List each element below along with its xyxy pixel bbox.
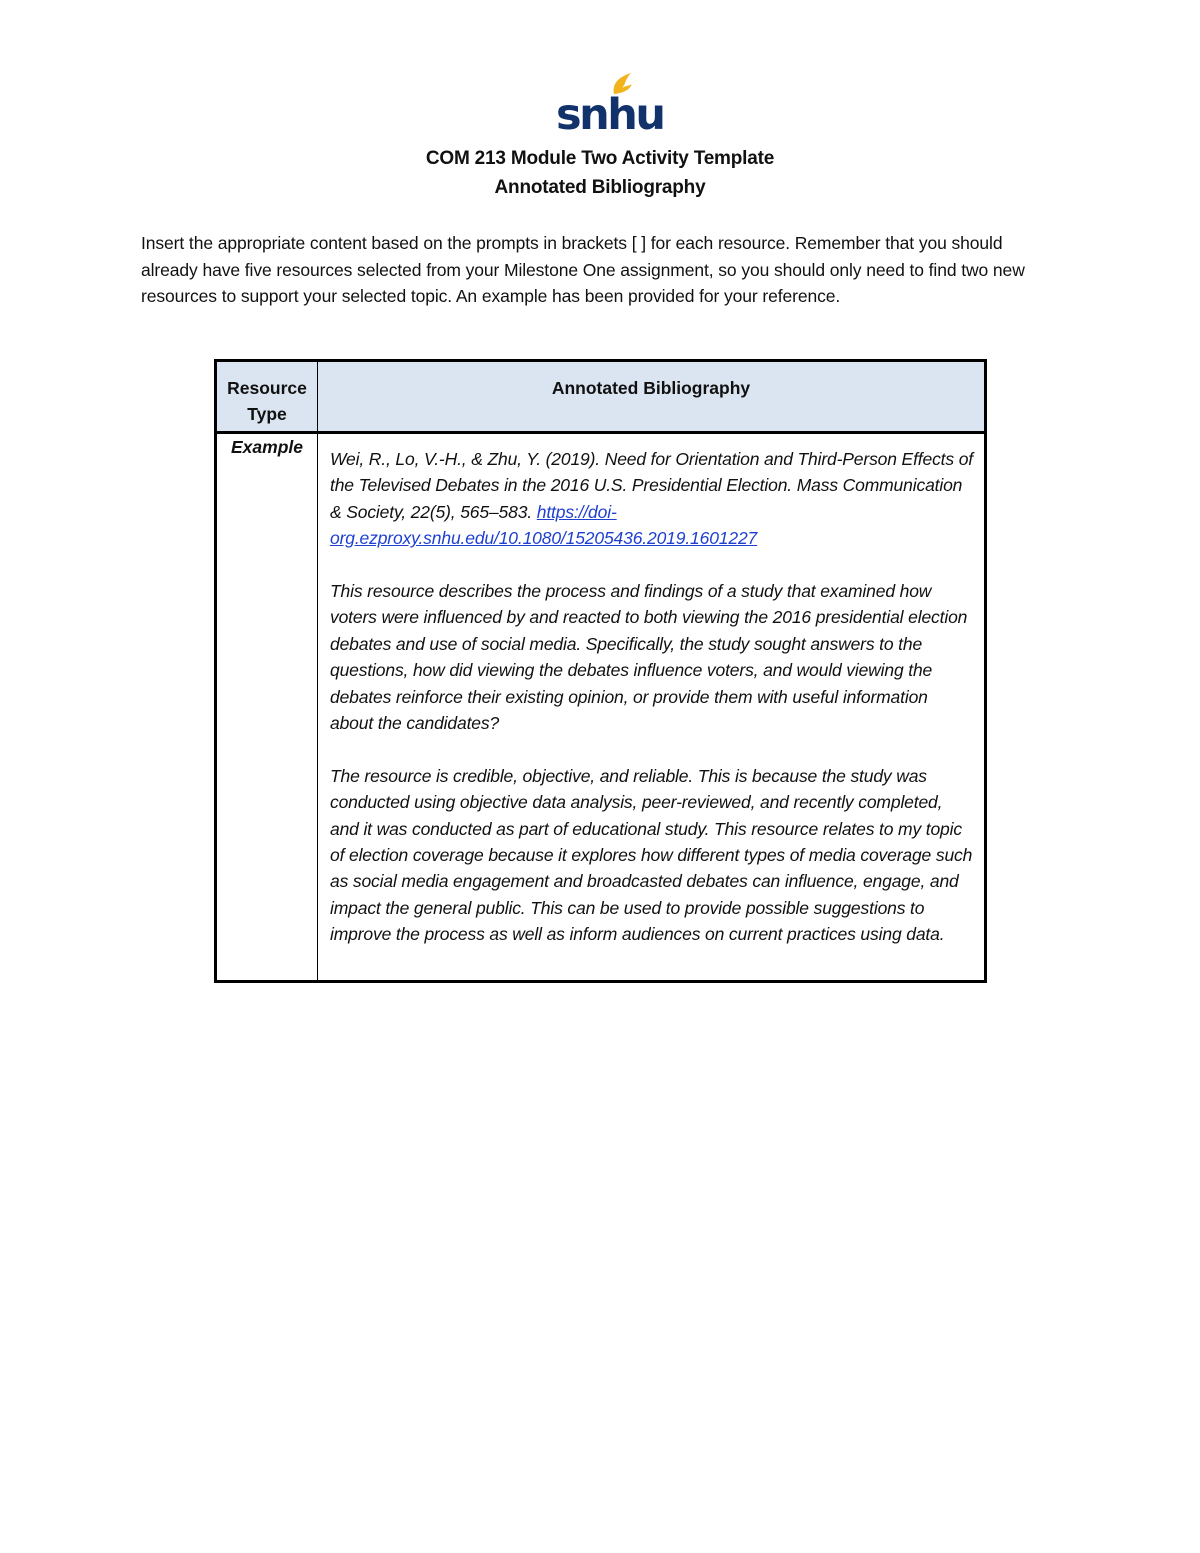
snhu-logo-graphic [552, 72, 664, 140]
summary-paragraph: This resource describes the process and findings of a study that examined how voters were influenced by and reacted to both viewing the 2016 presidential election debates and use of social media. Specifically, the study sought answers to the questions, how did viewing the debates influence voters, and would viewing the debates reinforce their existing opinion, or provide them with useful information about the candidates? [329, 581, 968, 734]
table-header-row [216, 361, 986, 433]
citation [330, 446, 974, 552]
doi-link[interactable]: https://doi-org.ezproxy.snhu.edu/10.1080/15205436.2019.1601227 [329, 501, 758, 549]
annotated-bibliography-table [214, 359, 987, 983]
title-block [0, 144, 1200, 202]
snhu-logo-text: snhu [556, 90, 664, 140]
table-row [216, 433, 986, 982]
header-annotated-bibliography: Annotated Bibliography [317, 361, 985, 433]
instructions-paragraph: Insert the appropriate content based on the prompts in brackets [ ] for each resource. Remember that you should already have five resources selected from your Milestone One assignment, so you should only need to find two new resources to support your selected topic. An example has been provided for your reference. [141, 233, 1025, 306]
row-type-label: Example [216, 433, 318, 982]
header-resource-type: Resource Type [216, 361, 318, 433]
annotation-cell [317, 433, 985, 982]
document-subtitle: Annotated Bibliography [494, 177, 706, 198]
citation-text: Wei, R., Lo, V.-H., & Zhu, Y. (2019). Need for Orientation and Third-Person Effects of the Televised Debates in the 2016 U.S. Presidential Election. Mass Communication & Society, 22(5), 565–583. [329, 449, 973, 522]
document-title: COM 213 Module Two Activity Template [425, 148, 775, 169]
snhu-logo [552, 72, 664, 140]
evaluation-paragraph: The resource is credible, objective, and reliable. This is because the study was conducted using objective data analysis, peer-reviewed, and recently completed, and it was conducted as part of educational study. This resource relates to my topic of election coverage because it explores how different types of media coverage such as social media engagement and broadcasted debates can influence, engage, and impact the general public. This can be used to provide possible suggestions to improve the process as well as inform audiences on current practices using data. [329, 765, 973, 945]
